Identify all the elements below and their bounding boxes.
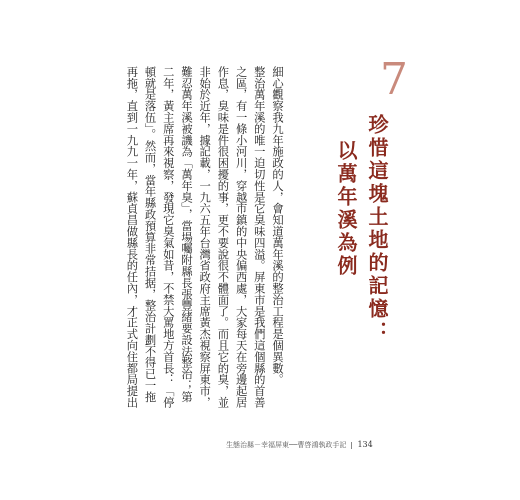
body-text xyxy=(122,66,286,408)
page-number: 134 xyxy=(357,440,373,449)
page-footer xyxy=(226,440,373,450)
body-paragraph-2: 整治萬年溪的唯一迫切性是它臭味四溢。屏東市是我們這個縣的首善之區，有一條小河川，穿越市鎮的中央偏西處，大家每天在旁邊起居作息，臭味是件很困擾的事，更不要說很不體面了。而且它的臭，並非始於近年，據記載，一九六五年台灣省政府主席黃杰視察屏東市，難忍萬年溪被譏為「萬年臭」，當場囑附縣長張豐緒要設法整治；第二年，黃主席再來視察，發現它臭氣如昔，不禁大罵地方首長：「停頓就是落伍」。然而，當年縣政預算非常拮据，整治計劃不得已一拖再拖，直到一九九一年，蘇貞昌做縣長的任內，才正式向住都局提出 xyxy=(125,66,266,408)
footer-divider xyxy=(351,442,352,449)
chapter-number: 7 xyxy=(380,54,408,105)
running-title: 生態治縣－幸福屏東──曹啓鴻執政手記 xyxy=(226,441,347,449)
chapter-title-line-2: 以萬年溪為例 xyxy=(334,140,358,278)
chapter-title-line-1: 珍惜這塊土地的記憶： xyxy=(365,114,389,344)
body-paragraph-1: 細心觀察我九年施政的人，會知道萬年溪的整治工程是個異數。 xyxy=(271,66,284,386)
